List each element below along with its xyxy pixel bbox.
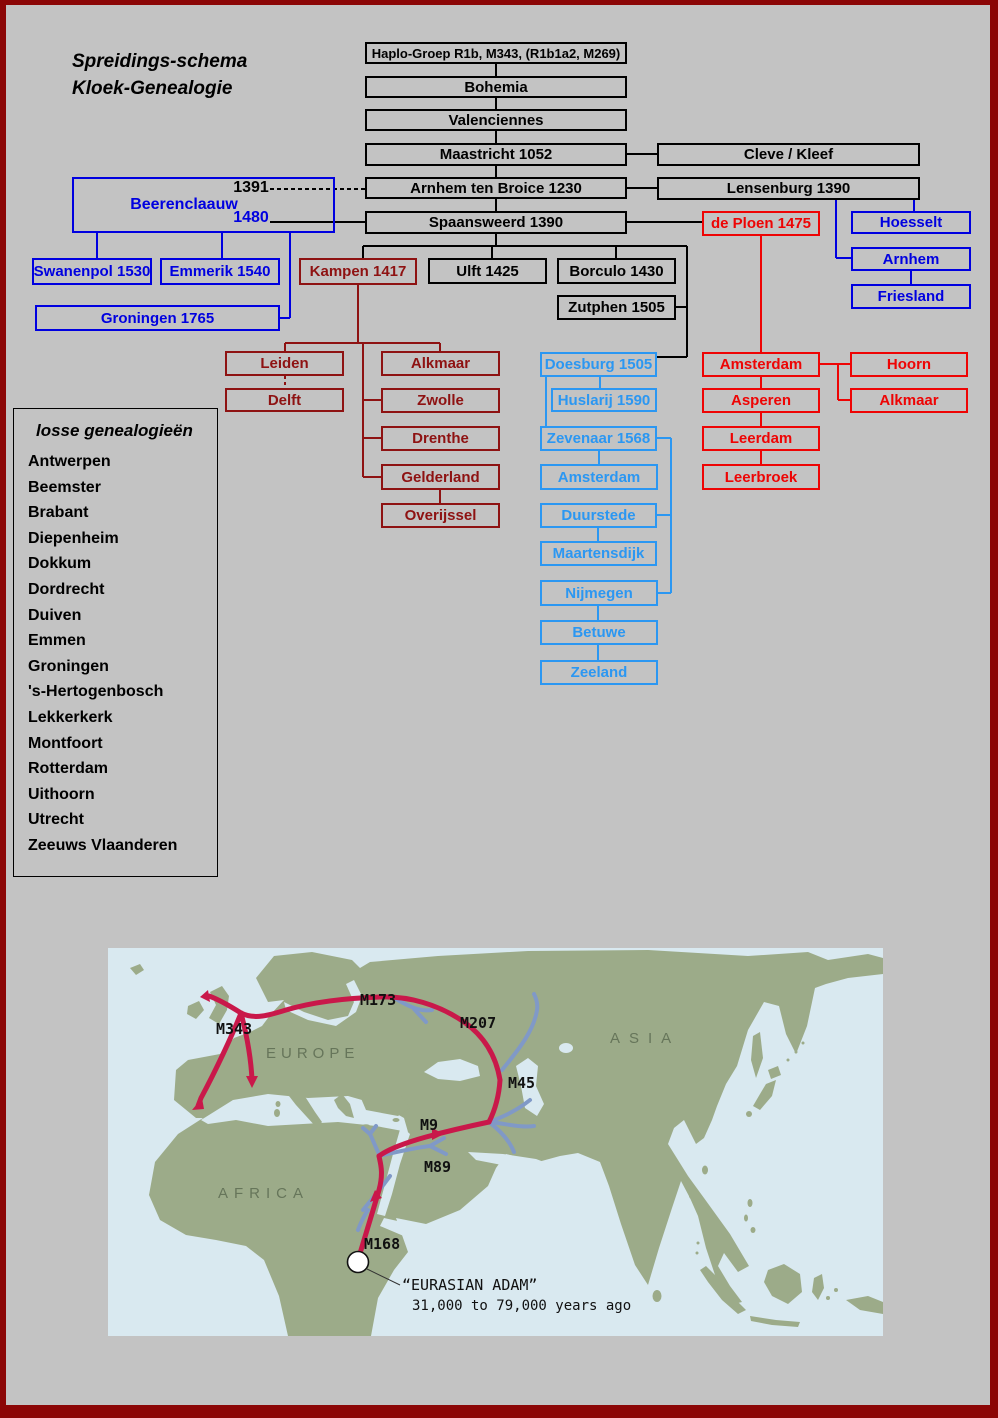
kuril-1 xyxy=(787,1059,790,1062)
box-arnhemblue: Arnhem xyxy=(851,247,971,271)
map-label-asia: ASIA xyxy=(610,1030,681,1047)
taiwan xyxy=(702,1166,708,1175)
sicily xyxy=(308,1126,316,1132)
marker-label-m9: M9 xyxy=(420,1116,439,1134)
box-betuwe: Betuwe xyxy=(540,620,658,645)
box-huslarij: Huslarij 1590 xyxy=(551,388,657,412)
box-deploen: de Ploen 1475 xyxy=(702,211,820,236)
adam-subtitle: 31,000 to 79,000 years ago xyxy=(412,1298,632,1314)
box-valenciennes: Valenciennes xyxy=(365,109,627,131)
losse-genealogieen-panel xyxy=(13,408,218,877)
box-bohemia: Bohemia xyxy=(365,76,627,98)
moluccas-2 xyxy=(834,1288,838,1292)
box-maartensdijk: Maartensdijk xyxy=(540,541,657,566)
kuril-3 xyxy=(802,1042,805,1045)
box-leerdam: Leerdam xyxy=(702,426,820,451)
box-zutphen: Zutphen 1505 xyxy=(557,295,676,320)
box-emmerik: Emmerik 1540 xyxy=(160,258,280,285)
page-title xyxy=(72,48,247,102)
box-nijmegen: Nijmegen xyxy=(540,580,658,606)
adam-title: “EURASIAN ADAM” xyxy=(402,1276,538,1294)
box-spaansweerd: Spaansweerd 1390 xyxy=(365,211,627,234)
corsica xyxy=(276,1101,281,1107)
marker-label-m89: M89 xyxy=(424,1158,452,1176)
box-duurstede: Duurstede xyxy=(540,503,657,528)
losse-item: Dokkum xyxy=(28,555,92,573)
losse-item: Beemster xyxy=(28,478,101,496)
beerenclaauw-year-1391: 1391 xyxy=(233,179,269,196)
page-title-line1: Spreidings-schema xyxy=(72,51,248,72)
box-leerbroek: Leerbroek xyxy=(702,464,820,490)
aral-sea xyxy=(559,1043,573,1053)
box-swanenpol: Swanenpol 1530 xyxy=(32,258,152,285)
beerenclaauw-label: Beerenclaauw xyxy=(130,196,238,213)
eurasian-adam-marker xyxy=(348,1252,369,1273)
losse-item: Uithoorn xyxy=(28,785,95,803)
losse-item: Duiven xyxy=(28,606,82,624)
losse-item: Montfoort xyxy=(28,734,103,752)
box-drenthe: Drenthe xyxy=(381,426,500,451)
losse-panel-title: losse genealogieën xyxy=(36,421,193,440)
box-arnhemtb: Arnhem ten Broice 1230 xyxy=(365,177,627,199)
losse-item: Antwerpen xyxy=(28,453,111,470)
marker-label-m173: M173 xyxy=(360,991,397,1009)
box-zevenaar: Zevenaar 1568 xyxy=(540,426,657,451)
map-label-europe: EUROPE xyxy=(266,1045,360,1062)
box-doesburg: Doesburg 1505 xyxy=(540,352,657,377)
page-title-line2: Kloek-Genealogie xyxy=(72,78,233,99)
box-delft: Delft xyxy=(225,388,344,412)
losse-item: Utrecht xyxy=(28,811,85,829)
losse-item-list xyxy=(14,449,217,859)
map-label-africa: AFRICA xyxy=(218,1185,310,1202)
box-hoorn: Hoorn xyxy=(850,352,968,377)
box-overijssel: Overijssel xyxy=(381,503,500,528)
box-borculo: Borculo 1430 xyxy=(557,258,676,284)
box-hoesselt: Hoesselt xyxy=(851,211,971,234)
losse-item: Dordrecht xyxy=(28,580,105,598)
box-friesland: Friesland xyxy=(851,284,971,309)
kyushu xyxy=(746,1111,752,1117)
philippines-2 xyxy=(744,1215,748,1222)
losse-item: Zeeuws Vlaanderen xyxy=(28,836,178,854)
losse-item: Brabant xyxy=(28,504,89,522)
box-amsterdamlb: Amsterdam xyxy=(540,464,658,490)
box-kampen: Kampen 1417 xyxy=(299,258,417,285)
box-cleve: Cleve / Kleef xyxy=(657,143,920,166)
losse-item: 's-Hertogenbosch xyxy=(28,683,164,701)
losse-item: Rotterdam xyxy=(28,760,109,778)
losse-item: Lekkerkerk xyxy=(28,708,113,726)
box-amsterdamred: Amsterdam xyxy=(702,352,820,377)
philippines-3 xyxy=(751,1227,756,1233)
box-alkmaarred: Alkmaar xyxy=(850,388,968,413)
beerenclaauw-year-1480: 1480 xyxy=(233,209,269,226)
box-zeeland: Zeeland xyxy=(540,660,658,685)
marker-label-m168: M168 xyxy=(364,1235,401,1253)
box-alkmaardr: Alkmaar xyxy=(381,351,500,376)
migration-map xyxy=(108,948,883,1336)
losse-item: Groningen xyxy=(28,657,109,675)
sardinia xyxy=(274,1109,280,1117)
box-lensenburg: Lensenburg 1390 xyxy=(657,177,920,200)
box-beerenclaauw xyxy=(72,177,335,233)
moluccas-1 xyxy=(826,1296,830,1300)
marker-label-m207: M207 xyxy=(460,1014,497,1032)
cyprus xyxy=(393,1118,400,1122)
box-zwolle: Zwolle xyxy=(381,388,500,413)
kuril-2 xyxy=(795,1051,798,1054)
box-groningen: Groningen 1765 xyxy=(35,305,280,331)
hainan xyxy=(689,1193,695,1199)
box-leiden: Leiden xyxy=(225,351,344,376)
losse-item: Emmen xyxy=(28,632,86,650)
box-ulft: Ulft 1425 xyxy=(428,258,547,284)
box-asperen: Asperen xyxy=(702,388,820,413)
box-gelderland: Gelderland xyxy=(381,464,500,490)
marker-label-m45: M45 xyxy=(508,1074,536,1092)
sri-lanka xyxy=(653,1290,662,1302)
box-haplo: Haplo-Groep R1b, M343, (R1b1a2, M269) xyxy=(365,42,627,64)
losse-item: Diepenheim xyxy=(28,529,119,547)
andaman-2 xyxy=(696,1252,699,1255)
marker-label-m343: M343 xyxy=(216,1020,253,1038)
box-maastricht: Maastricht 1052 xyxy=(365,143,627,166)
andaman-1 xyxy=(697,1242,700,1245)
philippines-1 xyxy=(748,1199,753,1207)
